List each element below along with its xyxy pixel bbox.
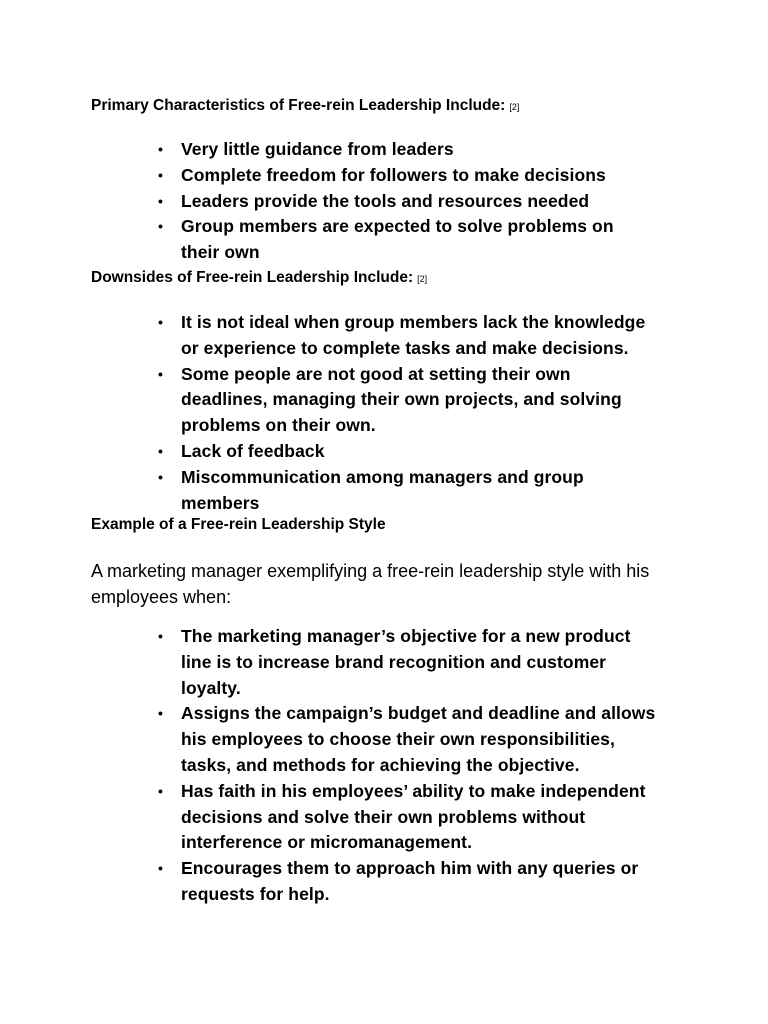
bullet-list-example bbox=[155, 624, 660, 908]
section-heading-downsides bbox=[91, 268, 427, 289]
section-heading-primary-characteristics bbox=[91, 96, 519, 117]
list-item-text: Complete freedom for followers to make decisions bbox=[181, 164, 606, 185]
list-item-text: Some people are not good at setting their own deadlines, managing their own projects, and solving problems on their own. bbox=[181, 363, 622, 436]
list-item-text: The marketing manager’s objective for a new product line is to increase brand recognition and customer loyalty. bbox=[181, 626, 631, 698]
intro-paragraph: A marketing manager exemplifying a free-rein leadership style with his employees when: bbox=[91, 561, 650, 607]
list-item-text: Group members are expected to solve problems on their own bbox=[181, 216, 614, 263]
bullet-icon: • bbox=[158, 628, 164, 644]
list-item bbox=[155, 362, 655, 439]
list-item-text: Encourages them to approach him with any queries or requests for help. bbox=[181, 858, 639, 904]
list-item bbox=[155, 465, 655, 517]
heading-text: Downsides of Free-rein Leadership Include: bbox=[91, 269, 414, 286]
bullet-icon: • bbox=[158, 782, 164, 799]
reference-marker: [2] bbox=[509, 102, 520, 112]
list-item bbox=[155, 189, 645, 215]
bullet-icon: • bbox=[158, 365, 164, 382]
list-item-text: Assigns the campaign’s budget and deadline and allows his employees to choose their own responsibilities, tasks, and methods for achieving the objective. bbox=[181, 703, 656, 775]
bullet-icon: • bbox=[158, 192, 164, 209]
list-item bbox=[155, 701, 660, 778]
bullet-icon: • bbox=[158, 166, 164, 183]
list-item bbox=[155, 856, 660, 908]
list-item bbox=[155, 779, 660, 856]
list-item bbox=[155, 310, 655, 362]
reference-marker: [2] bbox=[417, 274, 428, 284]
heading-text: Primary Characteristics of Free-rein Leadership Include: bbox=[91, 97, 506, 114]
heading-text: Example of a Free-rein Leadership Style bbox=[91, 516, 386, 533]
bullet-icon: • bbox=[158, 468, 164, 485]
list-item bbox=[155, 439, 655, 465]
bullet-icon: • bbox=[158, 860, 164, 877]
list-item bbox=[155, 137, 645, 163]
list-item-text: It is not ideal when group members lack the knowledge or experience to complete tasks and make decisions. bbox=[181, 312, 646, 358]
list-item bbox=[155, 163, 645, 189]
list-item bbox=[155, 214, 645, 266]
list-item-text: Leaders provide the tools and resources needed bbox=[181, 190, 590, 211]
bullet-icon: • bbox=[158, 141, 164, 157]
bullet-icon: • bbox=[158, 218, 164, 235]
bullet-icon: • bbox=[158, 705, 164, 722]
list-item-text: Lack of feedback bbox=[181, 440, 325, 461]
bullet-list-downsides bbox=[155, 310, 655, 516]
list-item bbox=[155, 624, 660, 701]
bullet-icon: • bbox=[158, 442, 164, 459]
bullet-list-primary-characteristics bbox=[155, 137, 645, 266]
list-item-text: Has faith in his employees’ ability to make independent decisions and solve their own problems without interference or micromanagement. bbox=[181, 780, 646, 853]
section-heading-example bbox=[91, 515, 386, 535]
list-item-text: Miscommunication among managers and group members bbox=[181, 466, 584, 513]
bullet-icon: • bbox=[158, 314, 164, 330]
list-item-text: Very little guidance from leaders bbox=[181, 139, 454, 159]
